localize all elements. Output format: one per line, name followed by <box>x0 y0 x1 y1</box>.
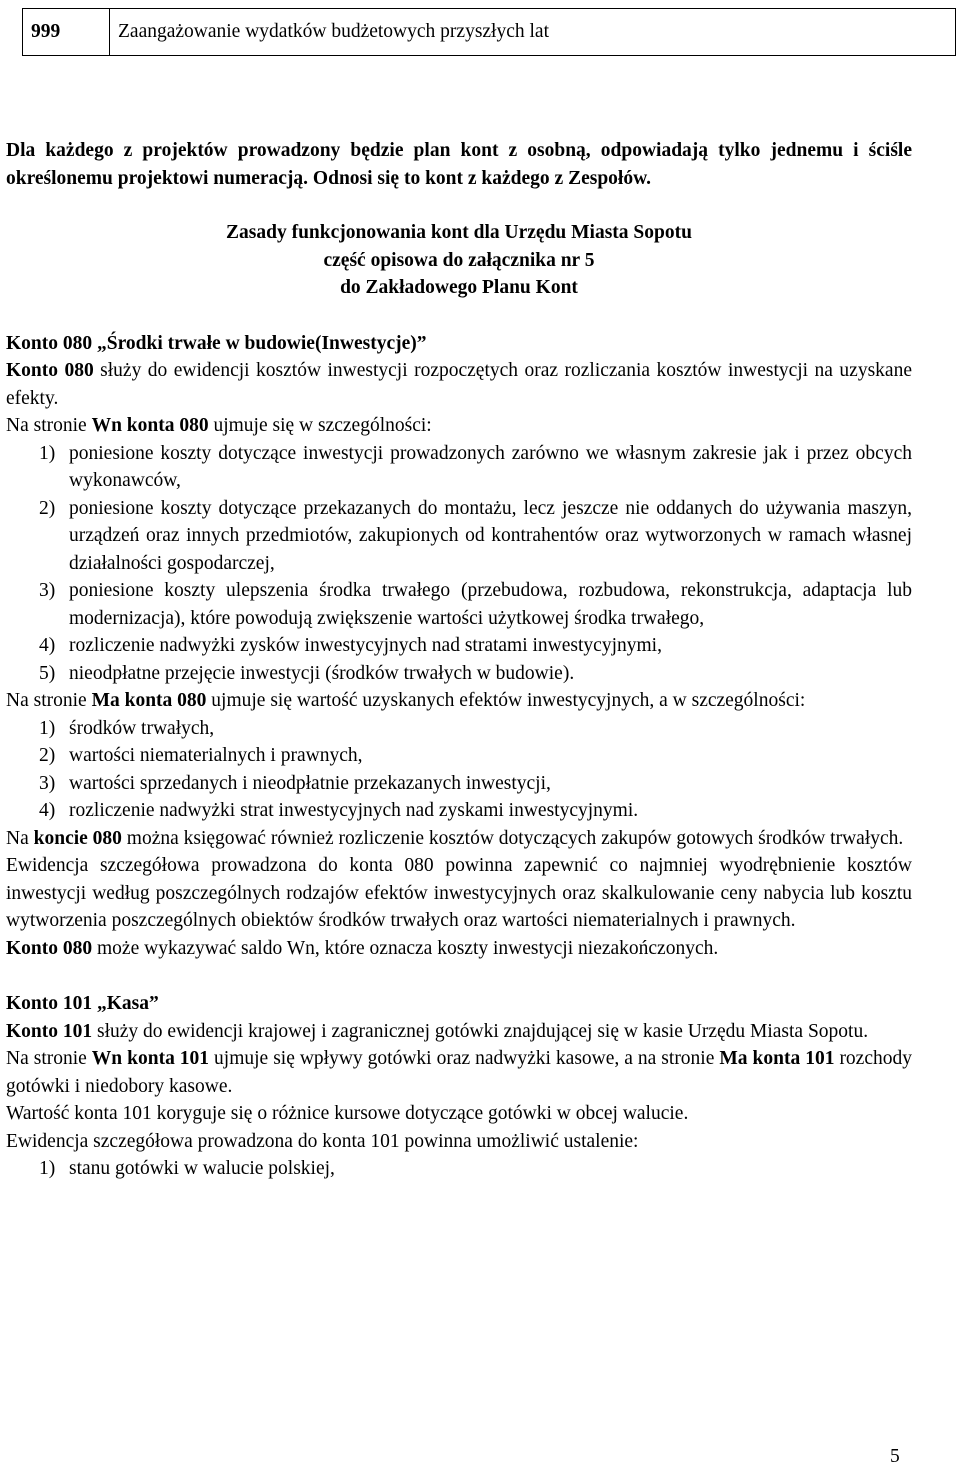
konto080-detail-records: Ewidencja szczegółowa prowadzona do konta 080 powinna zapewnić co najmniej wyodrębnienie kosztów inwestycji według poszczególnych rodzajów efektów inwestycyjnych oraz skalkulowanie ceny nabycia lub kosztu wytworzenia poszczególnych obiektów środków trwałych oraz wartości niematerialnych i prawnych. <box>6 855 912 931</box>
konto080-purchases-note: Na koncie 080 można księgować również rozliczenie kosztów dotyczących zakupów gotowych środków trwałych. <box>6 827 904 849</box>
konto101-fx-note: Wartość konta 101 koryguje się o różnice kursowe dotyczące gotówki w obcej walucie. <box>6 1103 689 1124</box>
list-item: 1) poniesione koszty dotyczące inwestycji prowadzonych zarówno we własnym zakresie jak i przez obcych wykonawców, <box>39 442 912 491</box>
konto101-heading: Konto 101 „Kasa” <box>6 993 159 1014</box>
list-item: 4) rozliczenie nadwyżki zysków inwestycyjnych nad stratami inwestycyjnymi, <box>39 635 662 656</box>
spacer <box>6 192 912 219</box>
list-item: 1) stanu gotówki w walucie polskiej, <box>39 1158 335 1179</box>
list-item: 5) nieodpłatne przejęcie inwestycji (środków trwałych w budowie). <box>39 662 575 684</box>
list-item: 4) rozliczenie nadwyżki strat inwestycyjnych nad zyskami inwestycyjnymi. <box>39 800 639 821</box>
doc-title-line1: Zasady funkcjonowania kont dla Urzędu Miasta Sopotu <box>226 222 692 243</box>
konto101-detail-records: Ewidencja szczegółowa prowadzona do konta 101 powinna umożliwić ustalenie: <box>6 1130 639 1152</box>
konto080-heading: Konto 080 „Środki trwałe w budowie(Inwestycje)” <box>6 332 427 354</box>
konto080-wn-intro: Na stronie Wn konta 080 ujmuje się w szczególności: <box>6 415 432 436</box>
page-number: 5 <box>890 1446 900 1467</box>
account-title: Zaangażowanie wydatków budżetowych przyszłych lat <box>110 9 956 56</box>
konto080-description: Konto 080 służy do ewidencji kosztów inwestycji rozpoczętych oraz rozliczania kosztów inwestycji na uzyskane efekty. <box>6 360 912 409</box>
doc-title-line3: do Zakładowego Planu Kont <box>340 277 578 298</box>
list-item: 3) wartości sprzedanych i nieodpłatnie przekazanych inwestycji, <box>39 772 551 794</box>
konto080-balance-note: Konto 080 może wykazywać saldo Wn, które oznacza koszty inwestycji niezakończonych. <box>6 937 719 959</box>
document-body <box>6 137 912 1183</box>
konto101-list <box>6 1155 912 1183</box>
list-item: 3) poniesione koszty ulepszenia środka trwałego (przebudowa, rozbudowa, rekonstrukcja, adaptacja lub modernizacja), które powodują zwiększenie wartości użytkowej środka trwałego, <box>39 580 912 629</box>
intro-paragraph: Dla każdego z projektów prowadzony będzie plan kont z osobną, odpowiadają tylko jednemu i ściśle określonemu projektowi numeracją. Odnosi się to kont z każdego z Zespołów. <box>6 140 912 189</box>
konto080-ma-intro: Na stronie Ma konta 080 ujmuje się wartość uzyskanych efektów inwestycyjnych, a w szczególności: <box>6 690 806 711</box>
list-item: 2) poniesione koszty dotyczące przekazanych do montażu, lecz jeszcze nie oddanych do używania maszyn, urządzeń oraz innych przedmiotów, zakupionych od kontrahentów oraz wytworzonych w ramach własnej działalności gospodarczej, <box>39 497 912 574</box>
konto101-sides: Na stronie Wn konta 101 ujmuje się wpływy gotówki oraz nadwyżki kasowe, a na stronie Ma konta 101 rozchody gotówki i niedobory kasowe. <box>6 1048 912 1097</box>
spacer <box>6 962 912 990</box>
account-code: 999 <box>23 9 110 56</box>
account-header-table <box>22 8 956 56</box>
konto101-description: Konto 101 służy do ewidencji krajowej i zagranicznej gotówki znajdującej się w kasie Urzędu Miasta Sopotu. <box>6 1020 869 1042</box>
doc-title-line2: część opisowa do załącznika nr 5 <box>323 249 595 271</box>
konto080-wn-list <box>6 440 912 688</box>
konto080-ma-list <box>6 715 912 825</box>
list-item: 2) wartości niematerialnych i prawnych, <box>39 745 363 766</box>
spacer <box>6 302 912 330</box>
list-item: 1) środków trwałych, <box>39 717 215 739</box>
